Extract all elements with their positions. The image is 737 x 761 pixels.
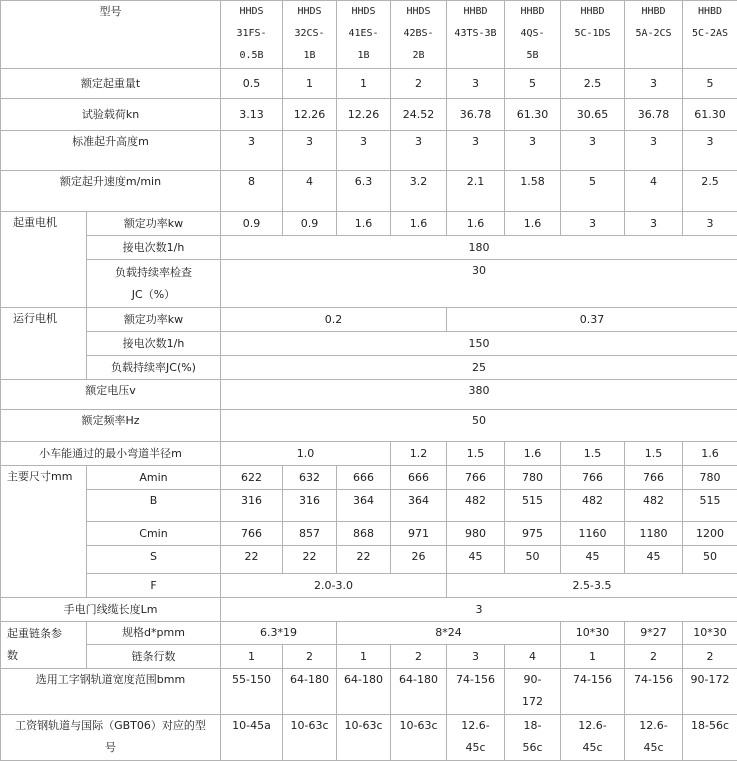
table-cell: 64-180: [391, 669, 447, 715]
table-cell: 3.2: [391, 171, 447, 212]
table-row: [1, 380, 737, 410]
table-cell: 25: [221, 356, 737, 380]
table-cell: 10-45a: [221, 715, 283, 761]
table-cell: 1.0: [221, 442, 391, 466]
table-cell: 2: [283, 645, 337, 669]
table-cell: 622: [221, 466, 283, 490]
table-row: [1, 622, 737, 645]
b-label: B: [87, 490, 221, 522]
table-cell: 26: [391, 546, 447, 574]
table-cell: 766: [221, 522, 283, 546]
model-name: HHBD 4QS- 5B: [505, 1, 561, 69]
chain-falls-label: 链条行数: [87, 645, 221, 669]
table-cell: 9*27: [625, 622, 683, 645]
table-cell: 1.6: [391, 212, 447, 236]
table-cell: 61.30: [683, 99, 737, 131]
table-cell: 2.5-3.5: [447, 574, 737, 598]
table-cell: 3.13: [221, 99, 283, 131]
table-cell: 3: [221, 598, 737, 622]
table-cell: 64-180: [337, 669, 391, 715]
table-cell: 1: [283, 69, 337, 99]
table-cell: 1.6: [337, 212, 391, 236]
table-cell: 90-172: [683, 669, 737, 715]
hoist-motor-group-label: 起重电机: [1, 212, 87, 308]
table-cell: 10*30: [683, 622, 737, 645]
table-cell: 45: [447, 546, 505, 574]
table-cell: 10-63c: [283, 715, 337, 761]
table-cell: 1200: [683, 522, 737, 546]
table-cell: 766: [447, 466, 505, 490]
table-cell: 24.52: [391, 99, 447, 131]
table-row: [1, 332, 737, 356]
table-cell: 1: [561, 645, 625, 669]
table-cell: 1: [337, 645, 391, 669]
table-row: [1, 308, 737, 332]
table-row: [1, 645, 737, 669]
table-cell: 1.5: [447, 442, 505, 466]
pendant-cable-label: 手电门线缆长度Lm: [1, 598, 221, 622]
table-cell: 5: [561, 171, 625, 212]
table-cell: 515: [683, 490, 737, 522]
table-cell: 12.26: [337, 99, 391, 131]
table-cell: 632: [283, 466, 337, 490]
table-cell: 180: [221, 236, 737, 260]
table-cell: 780: [683, 466, 737, 490]
model-name: HHDS 31FS- 0.5B: [221, 1, 283, 69]
table-cell: 2.5: [561, 69, 625, 99]
cmin-label: Cmin: [87, 522, 221, 546]
travel-duty-label: 负载持续率JC(%): [87, 356, 221, 380]
model-name: HHDS 32CS- 1B: [283, 1, 337, 69]
hoist-starts-label: 接电次数1/h: [87, 236, 221, 260]
table-cell: 515: [505, 490, 561, 522]
rated-load-label: 额定起重量t: [1, 69, 221, 99]
table-row: [1, 442, 737, 466]
table-cell: 12.26: [283, 99, 337, 131]
table-cell: 1.5: [561, 442, 625, 466]
table-cell: 8*24: [337, 622, 561, 645]
table-cell: 4: [625, 171, 683, 212]
table-cell: 1180: [625, 522, 683, 546]
table-row: [1, 171, 737, 212]
table-cell: 1.58: [505, 171, 561, 212]
table-cell: 10*30: [561, 622, 625, 645]
travel-motor-group-label: 运行电机: [1, 308, 87, 380]
table-cell: 3: [447, 69, 505, 99]
table-cell: 55-150: [221, 669, 283, 715]
table-cell: 1.6: [683, 442, 737, 466]
table-row: [1, 522, 737, 546]
table-cell: 45: [625, 546, 683, 574]
table-cell: 316: [283, 490, 337, 522]
table-row: [1, 212, 737, 236]
table-cell: 2.1: [447, 171, 505, 212]
table-cell: 30: [221, 260, 737, 308]
table-cell: 6.3: [337, 171, 391, 212]
table-cell: 61.30: [505, 99, 561, 131]
table-cell: 10-63c: [337, 715, 391, 761]
table-cell: 5: [505, 69, 561, 99]
table-cell: 74-156: [625, 669, 683, 715]
header-row: [1, 1, 737, 69]
table-cell: 6.3*19: [221, 622, 337, 645]
table-cell: 1.6: [505, 442, 561, 466]
table-cell: 3: [683, 131, 737, 171]
table-cell: 975: [505, 522, 561, 546]
table-cell: 766: [561, 466, 625, 490]
model-name: HHDS 41ES- 1B: [337, 1, 391, 69]
table-cell: 74-156: [447, 669, 505, 715]
table-cell: 0.5: [221, 69, 283, 99]
table-cell: 2: [625, 645, 683, 669]
table-cell: 482: [447, 490, 505, 522]
table-cell: 316: [221, 490, 283, 522]
table-row: [1, 715, 737, 761]
table-cell: 0.9: [283, 212, 337, 236]
hoist-duty-label: 负载持续率检查 JC（%）: [87, 260, 221, 308]
voltage-label: 额定电压v: [1, 380, 221, 410]
table-cell: 971: [391, 522, 447, 546]
table-cell: 8: [221, 171, 283, 212]
table-cell: 3: [625, 69, 683, 99]
table-cell: 150: [221, 332, 737, 356]
chain-spec-label: 规格d*pmm: [87, 622, 221, 645]
table-cell: 364: [391, 490, 447, 522]
table-cell: 2: [391, 69, 447, 99]
table-cell: 22: [221, 546, 283, 574]
min-radius-label: 小车能通过的最小弯道半径m: [1, 442, 221, 466]
model-name: HHBD 43TS-3B: [447, 1, 505, 69]
table-cell: 4: [505, 645, 561, 669]
table-cell: 1: [221, 645, 283, 669]
table-row: [1, 669, 737, 715]
table-cell: 22: [283, 546, 337, 574]
table-cell: 2: [391, 645, 447, 669]
model-name: HHBD 5A-2CS: [625, 1, 683, 69]
table-row: [1, 546, 737, 574]
f-label: F: [87, 574, 221, 598]
table-cell: 90- 172: [505, 669, 561, 715]
chain-group-label: 起重链条参 数: [1, 622, 87, 669]
table-cell: 3: [625, 131, 683, 171]
table-cell: 3: [561, 212, 625, 236]
table-cell: 5: [683, 69, 737, 99]
table-cell: 0.2: [221, 308, 447, 332]
table-cell: 3: [683, 212, 737, 236]
table-cell: 12.6- 45c: [447, 715, 505, 761]
frequency-label: 额定频率Hz: [1, 410, 221, 442]
table-cell: 3: [447, 645, 505, 669]
table-cell: 4: [283, 171, 337, 212]
table-cell: 12.6- 45c: [561, 715, 625, 761]
table-cell: 3: [447, 131, 505, 171]
table-row: [1, 236, 737, 260]
table-row: [1, 466, 737, 490]
table-cell: 2.5: [683, 171, 737, 212]
table-cell: 868: [337, 522, 391, 546]
amin-label: Amin: [87, 466, 221, 490]
table-cell: 1.6: [505, 212, 561, 236]
model-name: HHBD 5C-2AS: [683, 1, 737, 69]
table-row: [1, 131, 737, 171]
table-cell: 0.9: [221, 212, 283, 236]
table-cell: 766: [625, 466, 683, 490]
table-cell: 1.2: [391, 442, 447, 466]
table-cell: 18- 56c: [505, 715, 561, 761]
table-cell: 482: [561, 490, 625, 522]
test-load-label: 试验载荷kn: [1, 99, 221, 131]
model-header-label: 型号: [1, 1, 221, 69]
table-cell: 980: [447, 522, 505, 546]
lift-height-label: 标准起升高度m: [1, 131, 221, 171]
table-cell: 666: [391, 466, 447, 490]
beam-model-label: 工资钢轨道与国际（GBT06）对应的型 号: [1, 715, 221, 761]
table-cell: 0.37: [447, 308, 737, 332]
table-row: [1, 99, 737, 131]
table-cell: 3: [561, 131, 625, 171]
table-row: [1, 490, 737, 522]
lift-speed-label: 额定起升速度m/min: [1, 171, 221, 212]
travel-power-label: 额定功率kw: [87, 308, 221, 332]
table-cell: 1.6: [447, 212, 505, 236]
table-cell: 1160: [561, 522, 625, 546]
table-cell: 3: [505, 131, 561, 171]
model-name: HHBD 5C-1DS: [561, 1, 625, 69]
table-cell: 857: [283, 522, 337, 546]
table-cell: 3: [625, 212, 683, 236]
table-cell: 364: [337, 490, 391, 522]
table-cell: 1.5: [625, 442, 683, 466]
table-cell: 50: [221, 410, 737, 442]
table-cell: 666: [337, 466, 391, 490]
beam-width-label: 选用工字钢轨道宽度范围bmm: [1, 669, 221, 715]
s-label: S: [87, 546, 221, 574]
travel-starts-label: 接电次数1/h: [87, 332, 221, 356]
table-cell: 2.0-3.0: [221, 574, 447, 598]
model-name: HHDS 42BS- 2B: [391, 1, 447, 69]
table-cell: 3: [283, 131, 337, 171]
table-row: [1, 69, 737, 99]
table-cell: 18-56c: [683, 715, 737, 761]
table-row: [1, 356, 737, 380]
table-cell: 12.6- 45c: [625, 715, 683, 761]
table-cell: 10-63c: [391, 715, 447, 761]
dimensions-group-label: 主要尺寸mm: [1, 466, 87, 598]
table-cell: 3: [221, 131, 283, 171]
table-row: [1, 260, 737, 308]
table-cell: 380: [221, 380, 737, 410]
hoist-power-label: 额定功率kw: [87, 212, 221, 236]
table-cell: 50: [683, 546, 737, 574]
table-cell: 64-180: [283, 669, 337, 715]
table-cell: 3: [391, 131, 447, 171]
table-cell: 30.65: [561, 99, 625, 131]
table-cell: 45: [561, 546, 625, 574]
table-cell: 2: [683, 645, 737, 669]
table-cell: 482: [625, 490, 683, 522]
table-cell: 74-156: [561, 669, 625, 715]
table-cell: 36.78: [625, 99, 683, 131]
table-cell: 780: [505, 466, 561, 490]
table-cell: 3: [337, 131, 391, 171]
table-row: [1, 598, 737, 622]
table-cell: 22: [337, 546, 391, 574]
table-cell: 50: [505, 546, 561, 574]
table-row: [1, 410, 737, 442]
table-cell: 1: [337, 69, 391, 99]
table-row: [1, 574, 737, 598]
table-cell: 36.78: [447, 99, 505, 131]
